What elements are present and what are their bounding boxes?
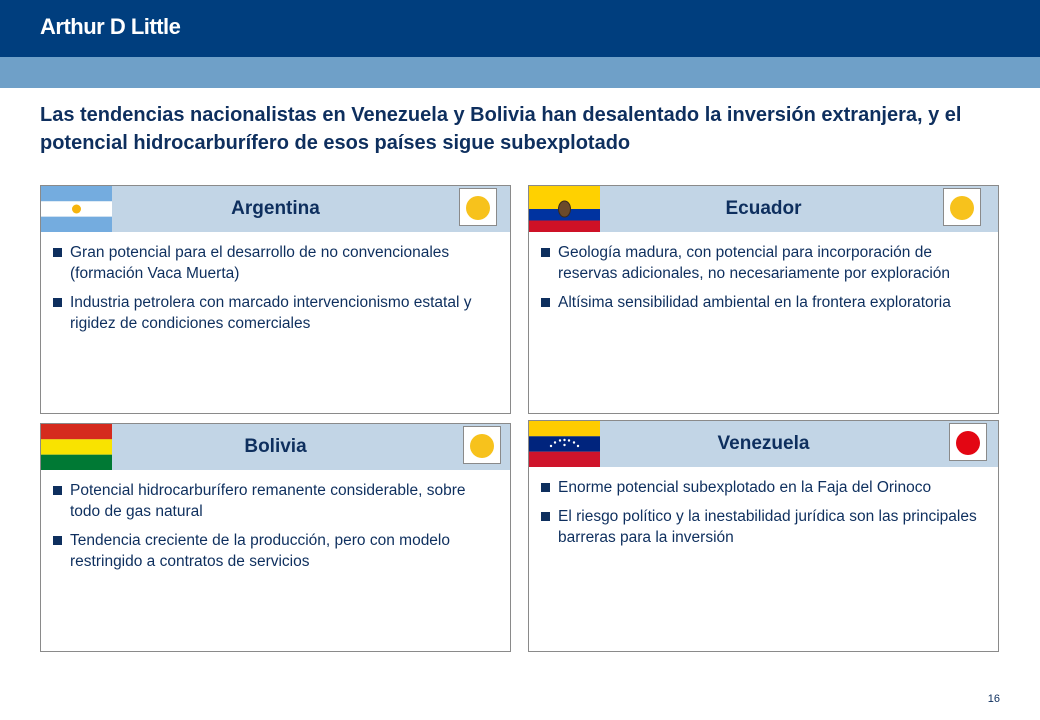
panel-ecuador bbox=[528, 185, 999, 414]
list-item: El riesgo político y la inestabilidad jurídica son las principales barreras para la inversión bbox=[539, 506, 984, 548]
page-number: 16 bbox=[987, 693, 1000, 705]
list-item: Industria petrolera con marcado intervencionismo estatal y rigidez de condiciones comerciales bbox=[51, 292, 496, 334]
panel-argentina bbox=[40, 185, 511, 414]
bullet-icon bbox=[53, 536, 62, 545]
panel-venezuela bbox=[528, 420, 999, 652]
list-item: Gran potencial para el desarrollo de no convencionales (formación Vaca Muerta) bbox=[51, 242, 496, 284]
company-logo: Arthur D Little bbox=[40, 14, 181, 39]
list-item: Geología madura, con potencial para incorporación de reservas adicionales, no necesariamente por exploración bbox=[539, 242, 984, 284]
status-indicator bbox=[949, 423, 987, 461]
yellow-status-icon bbox=[470, 434, 494, 458]
panel-header bbox=[41, 186, 510, 232]
bullet-icon bbox=[53, 298, 62, 307]
country-name: Ecuador bbox=[725, 198, 802, 219]
bullet-list bbox=[539, 242, 984, 321]
list-item: Enorme potencial subexplotado en la Faja del Orinoco bbox=[539, 477, 984, 498]
country-name: Bolivia bbox=[244, 436, 307, 457]
bullet-icon bbox=[53, 248, 62, 257]
bullet-icon bbox=[541, 248, 550, 257]
country-name: Argentina bbox=[231, 198, 320, 219]
bullet-icon bbox=[541, 298, 550, 307]
yellow-status-icon bbox=[466, 196, 490, 220]
red-status-icon bbox=[956, 431, 980, 455]
list-item: Tendencia creciente de la producción, pero con modelo restringido a contratos de servicios bbox=[51, 530, 496, 572]
sub-banner bbox=[0, 57, 1040, 88]
list-item: Altísima sensibilidad ambiental en la frontera exploratoria bbox=[539, 292, 984, 313]
bullet-list bbox=[539, 477, 984, 556]
bullet-list bbox=[51, 242, 496, 342]
status-indicator bbox=[943, 188, 981, 226]
panel-bolivia bbox=[40, 423, 511, 652]
bullet-list bbox=[51, 480, 496, 580]
panel-header bbox=[529, 421, 998, 467]
bullet-icon bbox=[541, 483, 550, 492]
country-name: Venezuela bbox=[717, 433, 810, 454]
panel-header bbox=[41, 424, 510, 470]
list-item: Potencial hidrocarburífero remanente considerable, sobre todo de gas natural bbox=[51, 480, 496, 522]
yellow-status-icon bbox=[950, 196, 974, 220]
status-indicator bbox=[459, 188, 497, 226]
slide-title: Las tendencias nacionalistas en Venezuela y Bolivia han desalentado la inversión extranjera, y el potencial hidrocarburífero de esos países sigue subexplotado bbox=[40, 104, 962, 154]
status-indicator bbox=[463, 426, 501, 464]
bullet-icon bbox=[53, 486, 62, 495]
panel-header bbox=[529, 186, 998, 232]
bullet-icon bbox=[541, 512, 550, 521]
